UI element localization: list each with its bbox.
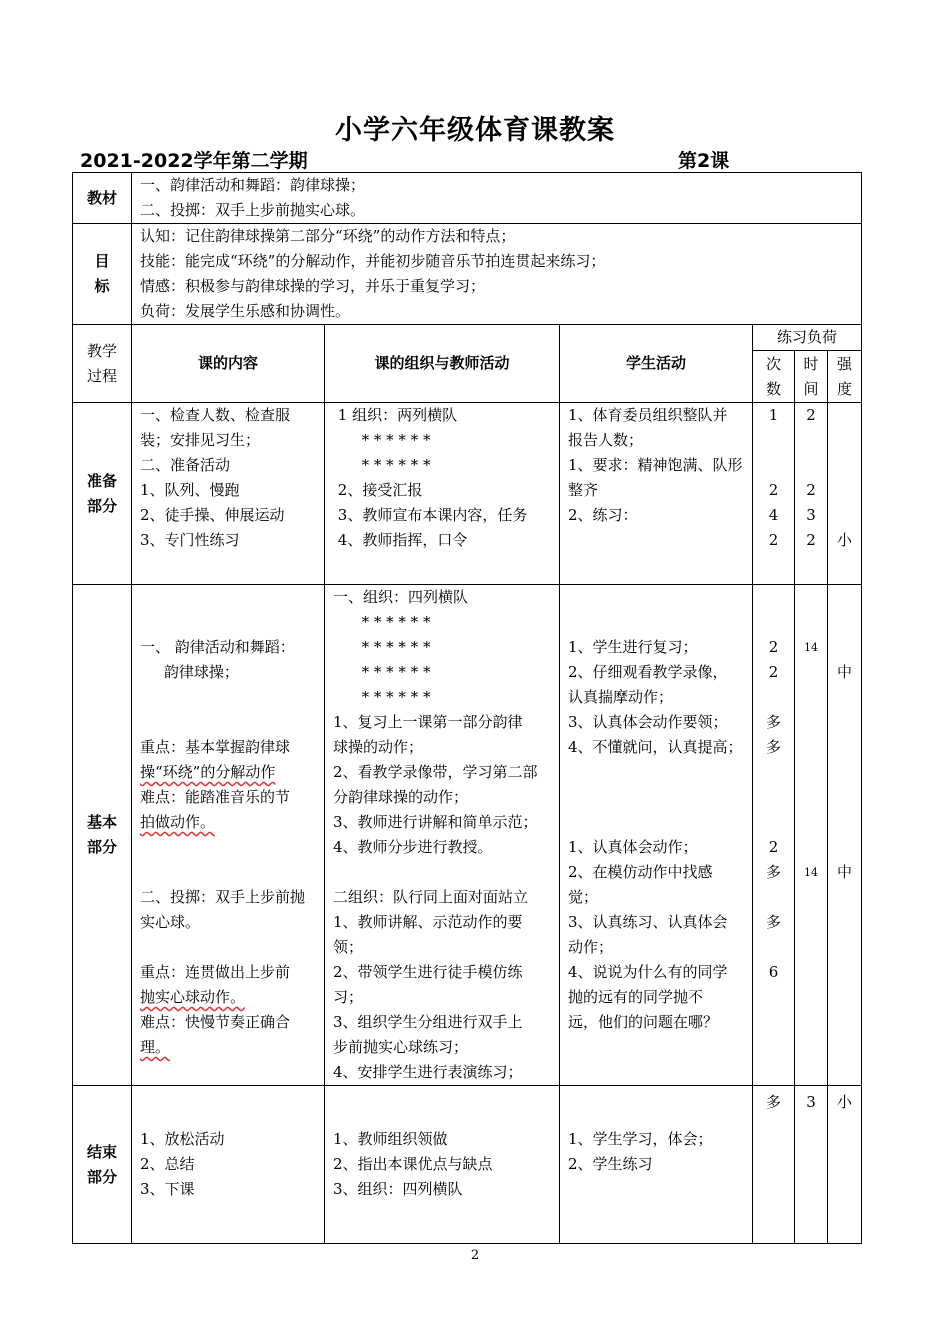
prep-times-line: 2 — [768, 531, 779, 549]
basic-time-line — [795, 585, 827, 610]
basic-content — [132, 585, 325, 1086]
prep-intensity-line — [828, 503, 861, 528]
basic-times-line: 2 — [768, 638, 779, 656]
material-line-1: 一、韵律活动和舞蹈：韵律球操； — [140, 176, 366, 194]
basic-student-line: 2、在模仿动作中找感 — [568, 863, 713, 881]
prep-time-line — [795, 453, 827, 478]
prep-content-line: 一、检查人数、检查服 — [140, 406, 291, 424]
basic-content-line — [140, 610, 318, 635]
ending-student-line: 1、学生学习，体会； — [568, 1130, 713, 1148]
lesson-number: 第2课 — [678, 150, 730, 172]
basic-time-line — [795, 760, 827, 785]
ending-intensity-line: 小 — [837, 1093, 853, 1111]
prep-content-line: 3、专门性练习 — [140, 531, 240, 549]
basic-student-line: 1、学生进行复习； — [568, 638, 698, 656]
basic-organization — [325, 585, 560, 1086]
load-header: 练习负荷 — [753, 325, 862, 351]
basic-time-line — [795, 835, 827, 860]
basic-intensity-line — [828, 835, 861, 860]
goal-cognition: 认知：记住韵律球操第二部分“环绕”的动作方法和特点； — [140, 227, 516, 245]
basic-student-line: 抛的远有的同学抛不 — [568, 988, 704, 1006]
basic-times-line: 多 — [765, 913, 781, 931]
goals-row — [73, 224, 862, 325]
basic-content-line — [140, 585, 318, 610]
basic-content-line: 二、投掷：双手上步前抛 — [140, 888, 306, 906]
ending-intensity — [828, 1086, 862, 1244]
basic-student-line: 动作； — [568, 938, 614, 956]
prep-intensity — [828, 403, 862, 585]
organization-header: 课的组织与教师活动 — [325, 325, 560, 403]
basic-time-line — [795, 810, 827, 835]
ending-content-line: 1、放松活动 — [140, 1130, 225, 1148]
ending-times — [753, 1086, 795, 1244]
basic-organization-line: 1、复习上一课第一部分韵律 — [333, 713, 523, 731]
prep-organization-line: * * * * * * — [333, 456, 431, 474]
basic-times-line — [753, 610, 794, 635]
basic-times-line: 2 — [768, 663, 779, 681]
prep-student — [560, 403, 753, 585]
prep-time-line: 2 — [806, 481, 816, 499]
goals-content — [132, 224, 862, 325]
prep-time-line: 2 — [806, 406, 816, 424]
prep-organization-line: 4、教师指挥，口令 — [333, 531, 468, 549]
basic-content-line: 操“环绕”的分解动作 — [140, 763, 276, 781]
prep-content — [132, 403, 325, 585]
basic-time-line: 14 — [804, 641, 818, 654]
prep-time-line: 2 — [806, 531, 816, 549]
time-header: 时 间 — [795, 351, 828, 403]
basic-content-line — [140, 835, 318, 860]
basic-student-line: 觉； — [568, 888, 599, 906]
prep-times-line: 2 — [768, 481, 779, 499]
basic-student-line: 2、仔细观看教学录像， — [568, 663, 728, 681]
page-title: 小学六年级体育课教案 — [335, 115, 615, 146]
basic-label: 基本 部分 — [73, 585, 132, 1086]
basic-intensity — [828, 585, 862, 1086]
basic-intensity-line — [828, 635, 861, 660]
prep-time — [795, 403, 828, 585]
basic-organization-line: 2、看教学录像带，学习第二部 — [333, 763, 538, 781]
basic-intensity-line — [828, 710, 861, 735]
basic-student-line: 认真揣摩动作； — [568, 688, 674, 706]
basic-times-line: 多 — [765, 738, 781, 756]
basic-time-line: 14 — [804, 866, 818, 879]
ending-organization — [325, 1086, 560, 1244]
material-line-2: 二、投掷：双手上步前抛实心球。 — [140, 201, 366, 219]
prep-organization-line: * * * * * * — [333, 431, 431, 449]
prep-student-line: 2、练习： — [568, 506, 638, 524]
goal-load: 负荷：发展学生乐感和协调性。 — [140, 302, 351, 320]
ending-times-line: 多 — [765, 1093, 781, 1111]
ending-student-line: 2、学生练习 — [568, 1155, 653, 1173]
basic-organization-line: 一、组织：四列横队 — [333, 588, 469, 606]
prep-content-line: 1、队列、慢跑 — [140, 481, 240, 499]
basic-intensity-line — [828, 785, 861, 810]
prep-student-line: 1、体育委员组织整队并 — [568, 406, 728, 424]
basic-content-line: 韵律球操； — [140, 663, 239, 681]
ending-organization-line: 1、教师组织领做 — [333, 1130, 448, 1148]
prep-content-line: 装；安排见习生； — [140, 431, 261, 449]
basic-times-line — [753, 785, 794, 810]
header-row-1 — [73, 325, 862, 351]
basic-organization-line: * * * * * * — [333, 663, 431, 681]
basic-student-line — [568, 610, 746, 635]
basic-organization-line: * * * * * * — [333, 613, 431, 631]
prep-student-line: 整齐 — [568, 481, 599, 499]
basic-organization-line: 领； — [333, 938, 364, 956]
student-header: 学生活动 — [560, 325, 753, 403]
ending-student — [560, 1086, 753, 1244]
basic-times-line — [753, 885, 794, 910]
ending-content-line: 3、下课 — [140, 1180, 195, 1198]
basic-time-line — [795, 735, 827, 760]
prep-times — [753, 403, 795, 585]
prep-intensity-line — [828, 428, 861, 453]
basic-time-line — [795, 785, 827, 810]
basic-organization-line: 3、组织学生分组进行双手上 — [333, 1013, 523, 1031]
basic-student-line — [568, 760, 746, 785]
basic-time-line — [795, 660, 827, 685]
basic-content-line: 拍做动作。 — [140, 813, 216, 831]
prep-intensity-line: 小 — [837, 531, 853, 549]
basic-student-line — [568, 585, 746, 610]
basic-content-line — [140, 935, 318, 960]
basic-time-line — [795, 710, 827, 735]
lesson-subheader — [80, 146, 840, 172]
prep-organization-line: 3、教师宣布本课内容，任务 — [333, 506, 528, 524]
intensity-header: 强 度 — [828, 351, 862, 403]
prep-organization-line: 2、接受汇报 — [333, 481, 423, 499]
times-header: 次 数 — [753, 351, 795, 403]
basic-intensity-line — [828, 735, 861, 760]
content-header: 课的内容 — [132, 325, 325, 403]
material-row — [73, 173, 862, 224]
ending-content — [132, 1086, 325, 1244]
prep-intensity-line — [828, 403, 861, 428]
basic-content-line — [140, 685, 318, 710]
prep-organization-line: 1 组织：两列横队 — [333, 406, 458, 424]
prep-content-line: 2、徒手操、伸展运动 — [140, 506, 285, 524]
basic-student-line: 远，他们的问题在哪？ — [568, 1013, 719, 1031]
basic-content-line — [140, 710, 318, 735]
basic-intensity-line — [828, 585, 861, 610]
basic-times-line: 6 — [768, 963, 779, 981]
basic-content-line: 理。 — [140, 1038, 171, 1056]
ending-row — [73, 1086, 862, 1244]
basic-times-line — [753, 685, 794, 710]
prep-row — [73, 403, 862, 585]
basic-content-line: 难点：快慢节奏正确合 — [140, 1013, 291, 1031]
basic-organization-line: * * * * * * — [333, 688, 431, 706]
basic-student-line: 4、说说为什么有的同学 — [568, 963, 728, 981]
ending-content-line — [140, 1102, 318, 1127]
basic-organization-line: 4、教师分步进行教授。 — [333, 838, 493, 856]
prep-times-line — [753, 428, 794, 453]
basic-content-line: 难点：能踏准音乐的节 — [140, 788, 291, 806]
prep-content-line: 二、准备活动 — [140, 456, 231, 474]
goal-skill: 技能：能完成“环绕”的分解动作，并能初步随音乐节拍连贯起来练习； — [140, 252, 606, 270]
prep-times-line: 1 — [768, 406, 779, 424]
basic-content-line — [140, 860, 318, 885]
basic-organization-line — [333, 860, 553, 885]
basic-content-line: 重点：连贯做出上步前 — [140, 963, 291, 981]
lesson-plan-table — [72, 172, 862, 1244]
basic-times-line: 多 — [765, 713, 781, 731]
basic-times-line — [753, 810, 794, 835]
prep-time-line: 3 — [806, 506, 816, 524]
ending-organization-line: 3、组织：四列横队 — [333, 1180, 463, 1198]
prep-times-line: 4 — [768, 506, 779, 524]
ending-organization-line — [333, 1102, 553, 1127]
basic-organization-line: 1、教师讲解、示范动作的要 — [333, 913, 523, 931]
basic-organization-line: 分韵律球操的动作； — [333, 788, 469, 806]
prep-time-line — [795, 428, 827, 453]
basic-time-line — [795, 610, 827, 635]
basic-times-line: 多 — [765, 863, 781, 881]
basic-content-line: 重点：基本掌握韵律球 — [140, 738, 291, 756]
basic-student-line — [568, 810, 746, 835]
ending-content-line: 2、总结 — [140, 1155, 195, 1173]
prep-intensity-line — [828, 478, 861, 503]
basic-student-line — [568, 785, 746, 810]
basic-content-line: 一、 韵律活动和舞蹈： — [140, 638, 295, 656]
basic-times-line — [753, 760, 794, 785]
basic-organization-line: * * * * * * — [333, 638, 431, 656]
basic-student-line: 3、认真练习、认真体会 — [568, 913, 728, 931]
ending-organization-line: 2、指出本课优点与缺点 — [333, 1155, 493, 1173]
basic-student-line: 1、认真体会动作； — [568, 838, 698, 856]
basic-organization-line: 步前抛实心球练习； — [333, 1038, 469, 1056]
process-label: 教学 过程 — [73, 325, 132, 403]
ending-label: 结束 部分 — [73, 1086, 132, 1244]
basic-organization-line: 2、带领学生进行徒手模仿练 — [333, 963, 523, 981]
basic-times-line: 2 — [768, 838, 779, 856]
basic-intensity-line: 中 — [837, 863, 853, 881]
prep-organization — [325, 403, 560, 585]
basic-time-line — [795, 685, 827, 710]
basic-intensity-line — [828, 760, 861, 785]
basic-student-line: 4、不懂就问，认真提高； — [568, 738, 743, 756]
basic-time — [795, 585, 828, 1086]
prep-label: 准备 部分 — [73, 403, 132, 585]
semester-label: 2021-2022学年第二学期 — [80, 150, 308, 172]
ending-time-line: 3 — [806, 1093, 816, 1111]
prep-times-line — [753, 453, 794, 478]
goal-emotion: 情感：积极参与韵律球操的学习，并乐于重复学习； — [140, 277, 486, 295]
basic-organization-line: 二组织：队行同上面对面站立 — [333, 888, 529, 906]
material-label: 教材 — [73, 173, 132, 224]
basic-content-line: 实心球。 — [140, 913, 201, 931]
prep-student-line: 1、要求：精神饱满、队形 — [568, 456, 743, 474]
basic-organization-line: 3、教师进行讲解和简单示范； — [333, 813, 538, 831]
basic-times — [753, 585, 795, 1086]
basic-intensity-line — [828, 685, 861, 710]
page-number: 2 — [470, 1248, 480, 1263]
prep-student-line: 报告人数； — [568, 431, 644, 449]
basic-intensity-line: 中 — [837, 663, 853, 681]
basic-student — [560, 585, 753, 1086]
ending-time — [795, 1086, 828, 1244]
ending-student-line — [568, 1102, 746, 1127]
basic-row — [73, 585, 862, 1086]
basic-organization-line: 习； — [333, 988, 364, 1006]
basic-organization-line: 球操的动作； — [333, 738, 424, 756]
basic-intensity-line — [828, 810, 861, 835]
basic-student-line: 3、认真体会动作要领； — [568, 713, 728, 731]
material-content — [132, 173, 862, 224]
goals-label: 目 标 — [73, 224, 132, 325]
prep-intensity-line — [828, 453, 861, 478]
basic-times-line — [753, 935, 794, 960]
basic-intensity-line — [828, 610, 861, 635]
basic-content-line: 抛实心球动作。 — [140, 988, 246, 1006]
basic-times-line — [753, 585, 794, 610]
basic-organization-line: 4、安排学生进行表演练习； — [333, 1063, 523, 1081]
